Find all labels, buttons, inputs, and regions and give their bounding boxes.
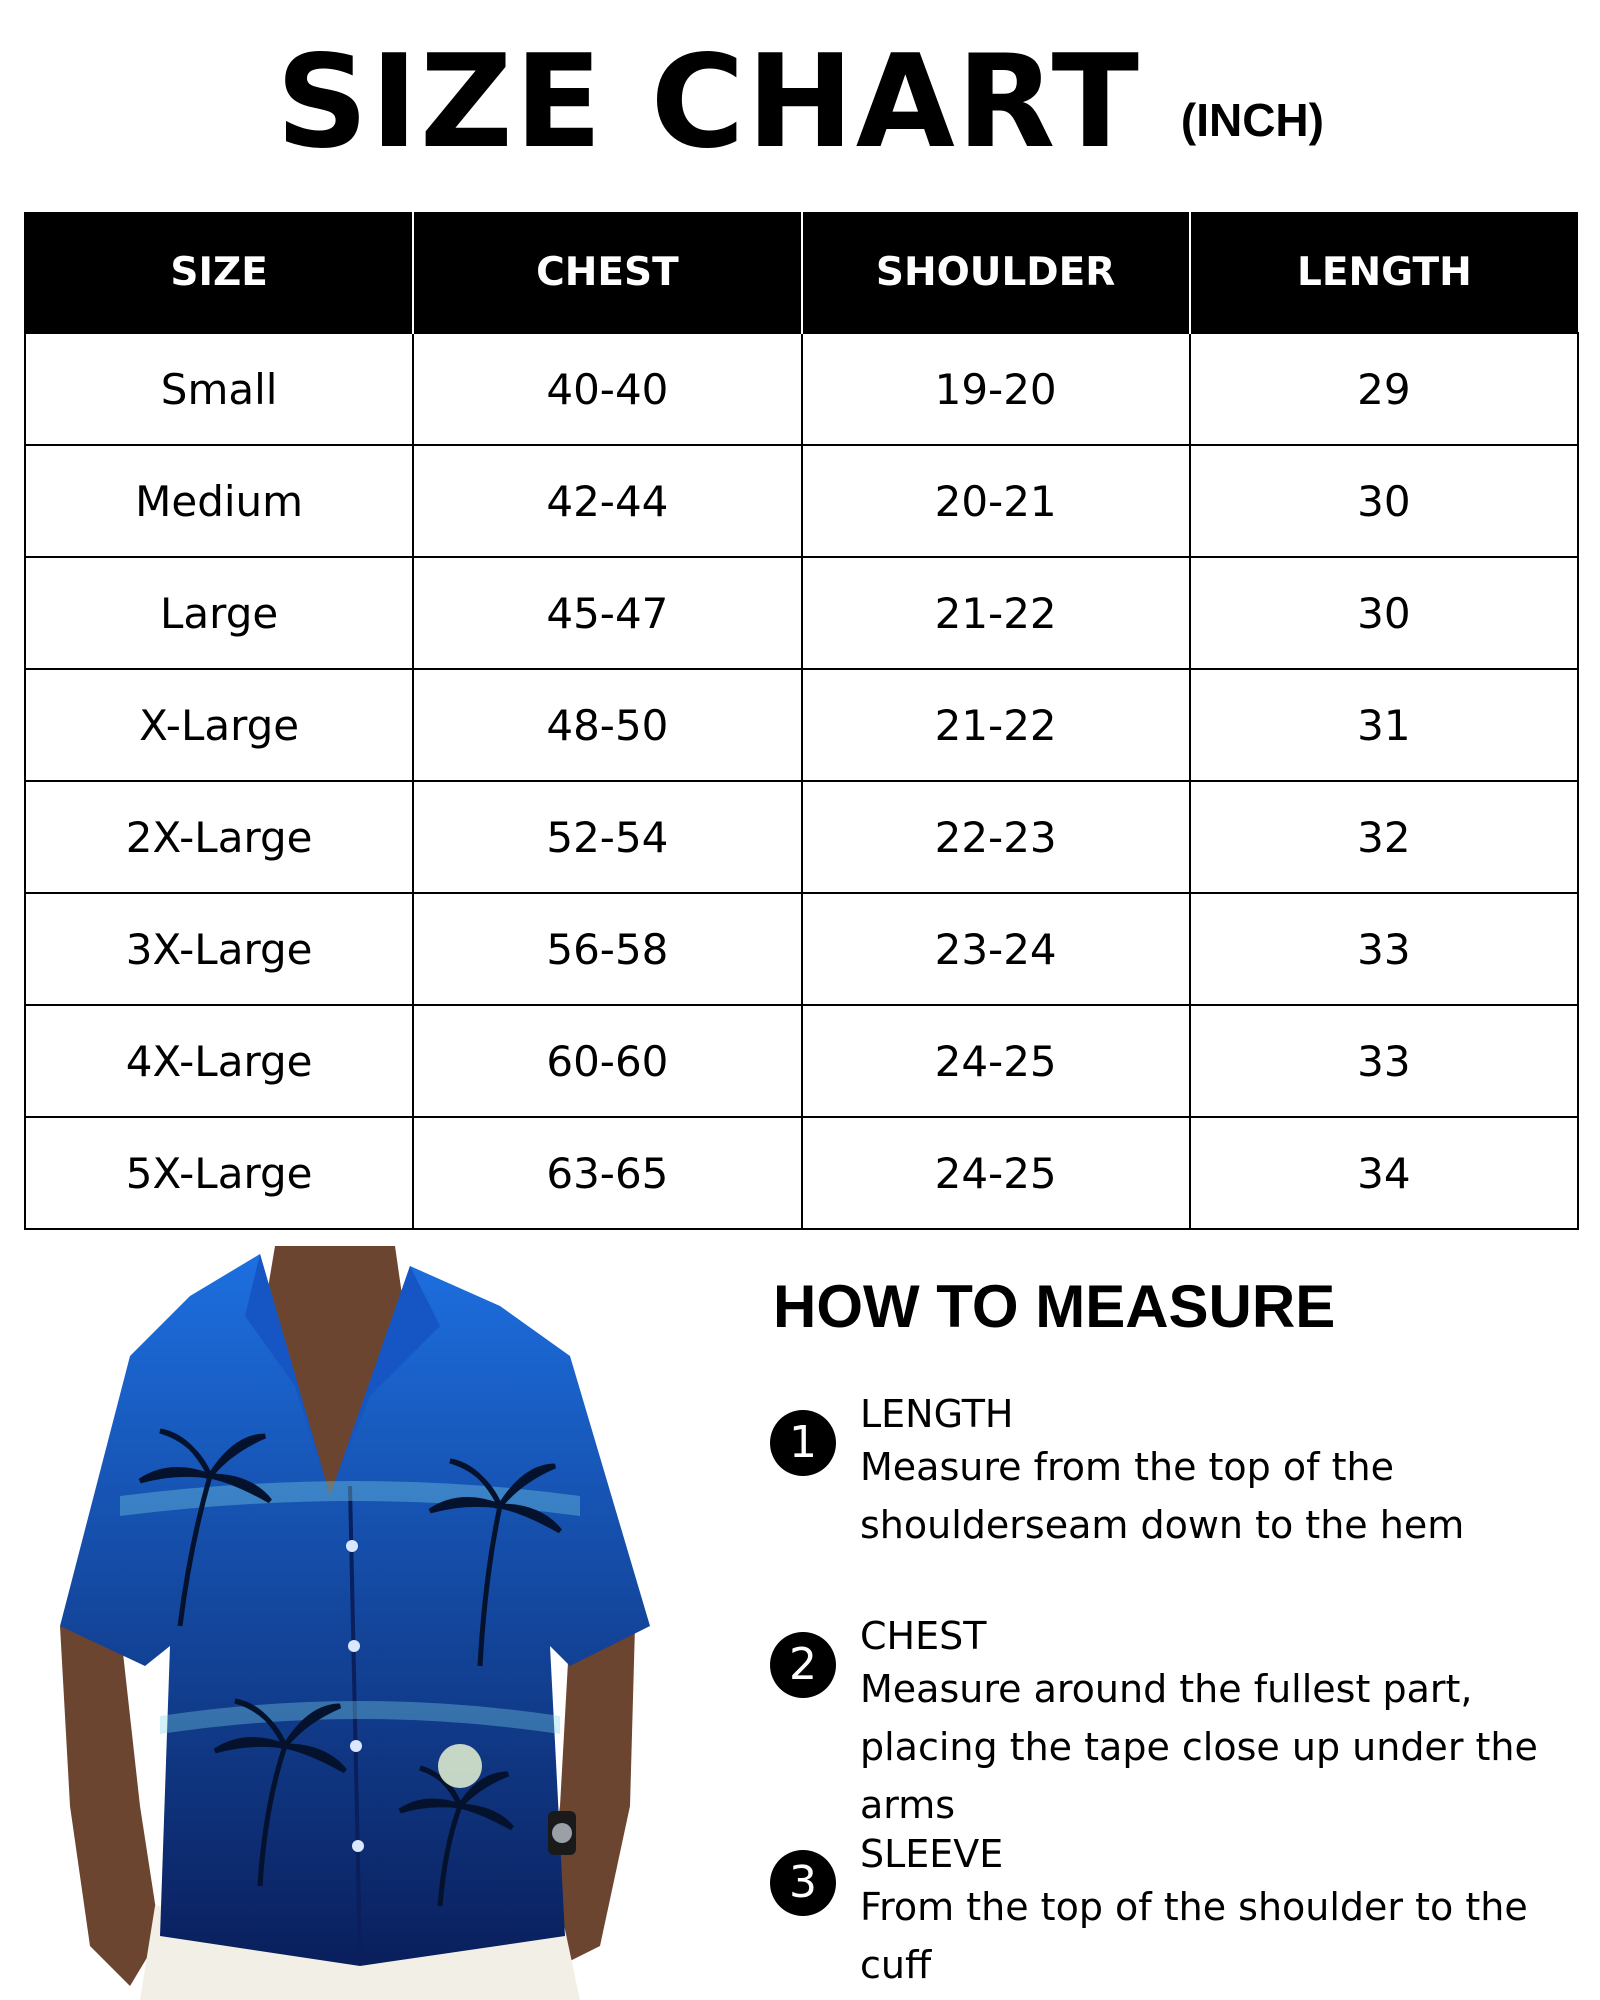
step-description: Measure from the top of the shoulderseam down to the hem xyxy=(860,1445,1465,1547)
length-cell: 33 xyxy=(1190,1005,1578,1117)
size-cell: Small xyxy=(25,333,413,445)
step-number-badge: 3 xyxy=(770,1850,836,1916)
size-cell: Medium xyxy=(25,445,413,557)
length-cell: 34 xyxy=(1190,1117,1578,1229)
length-cell: 31 xyxy=(1190,669,1578,781)
length-cell: 29 xyxy=(1190,333,1578,445)
table-row xyxy=(25,893,1578,1005)
shoulder-cell: 20-21 xyxy=(802,445,1190,557)
unit-label: (INCH) xyxy=(1180,94,1324,146)
hawaiian-shirt-model-icon xyxy=(60,1246,650,2000)
shoulder-cell: 21-22 xyxy=(802,669,1190,781)
chest-cell: 63-65 xyxy=(413,1117,801,1229)
size-cell: 2X-Large xyxy=(25,781,413,893)
table-row xyxy=(25,445,1578,557)
chest-cell: 42-44 xyxy=(413,445,801,557)
shoulder-cell: 24-25 xyxy=(802,1117,1190,1229)
table-row xyxy=(25,781,1578,893)
page-title: SIZE CHART xyxy=(276,28,1141,177)
chest-cell: 45-47 xyxy=(413,557,801,669)
size-cell: 4X-Large xyxy=(25,1005,413,1117)
step-name: SLEEVE xyxy=(860,1832,1004,1876)
table-row xyxy=(25,557,1578,669)
shoulder-cell: 23-24 xyxy=(802,893,1190,1005)
step-number-badge: 1 xyxy=(770,1410,836,1476)
table-row xyxy=(25,669,1578,781)
step-name: LENGTH xyxy=(860,1392,1014,1436)
moon-print xyxy=(438,1744,482,1788)
table-row xyxy=(25,333,1578,445)
size-chart-table xyxy=(24,212,1579,1230)
step-description: From the top of the shoulder to the cuff xyxy=(860,1885,1528,1987)
shoulder-cell: 21-22 xyxy=(802,557,1190,669)
table-row xyxy=(25,1117,1578,1229)
shoulder-cell: 22-23 xyxy=(802,781,1190,893)
length-cell: 30 xyxy=(1190,557,1578,669)
left-arm-shape xyxy=(60,1626,160,1986)
how-to-measure-title: HOW TO MEASURE xyxy=(773,1273,1336,1340)
table-row xyxy=(25,1005,1578,1117)
column-header-length: LENGTH xyxy=(1190,212,1578,333)
size-cell: X-Large xyxy=(25,669,413,781)
table-header-row xyxy=(25,212,1578,333)
step-number-badge: 2 xyxy=(770,1632,836,1698)
size-cell: 5X-Large xyxy=(25,1117,413,1229)
column-header-shoulder: SHOULDER xyxy=(802,212,1190,333)
size-cell: Large xyxy=(25,557,413,669)
page-title-block xyxy=(0,28,1600,177)
column-header-size: SIZE xyxy=(25,212,413,333)
chest-cell: 60-60 xyxy=(413,1005,801,1117)
chest-cell: 52-54 xyxy=(413,781,801,893)
step-name: CHEST xyxy=(860,1614,987,1658)
chest-cell: 48-50 xyxy=(413,669,801,781)
chest-cell: 56-58 xyxy=(413,893,801,1005)
length-cell: 32 xyxy=(1190,781,1578,893)
length-cell: 30 xyxy=(1190,445,1578,557)
chest-cell: 40-40 xyxy=(413,333,801,445)
shoulder-cell: 19-20 xyxy=(802,333,1190,445)
step-description: Measure around the fullest part, placing the tape close up under the arms xyxy=(860,1667,1538,1827)
size-cell: 3X-Large xyxy=(25,893,413,1005)
shoulder-cell: 24-25 xyxy=(802,1005,1190,1117)
column-header-chest: CHEST xyxy=(413,212,801,333)
length-cell: 33 xyxy=(1190,893,1578,1005)
